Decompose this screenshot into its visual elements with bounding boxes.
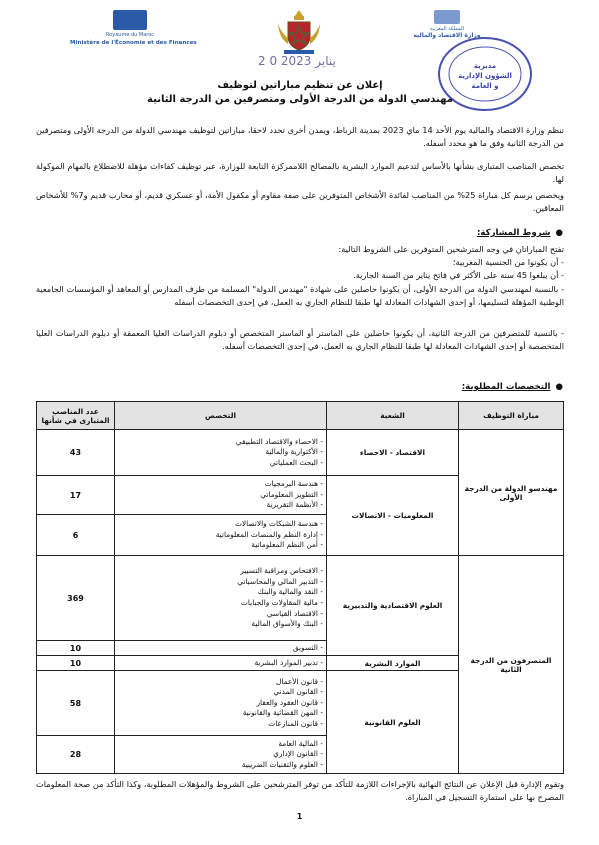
intro-paragraph-1: تنظم وزارة الاقتصاد والمالية يوم الأحد 14 ماي 2023 بمدينة الرباط، وبمدن أخرى تحدد لاحقا، مباراتين لتوظيف مهندسي الدولة من الدرجة الأولى ومتصرفين من الدرجة الثانية وفق ما هو محدد أسفله.	[36, 125, 565, 148]
col-header-positions: عدد المناصب المتبارى في شأنها	[37, 402, 115, 430]
positions-count: 58	[37, 671, 115, 736]
branch-cell: العلوم القانونية	[327, 671, 459, 774]
page-number: 1	[296, 812, 303, 821]
competition-cell: المتصرفون من الدرجة الثانية	[459, 556, 564, 774]
closing-paragraph: وتقوم الإدارة قبل الإعلان عن النتائج النهائية بالإجراءات اللازمة للتأكد من توفر المترشحين على الشروط والمؤهلات المطلوبة، وكذا التأكد من صحة المعلومات المصرح بها على استمارة التسجيل في المباراة.	[36, 779, 564, 802]
specialties-heading	[462, 382, 563, 392]
positions-count: 28	[37, 736, 115, 774]
specialty-cell: - المالية العامة - القانون الإداري - العلوم والتقنيات الضريبية	[115, 736, 327, 774]
table-row	[37, 556, 564, 641]
condition-item: - بالنسبة للمتصرفين من الدرجة الثانية، أن يكونوا حاصلين على الماستر أو الماستر المتخصص أو دبلوم الدراسات العليا المعمقة أو دبلوم الدراسات العليا المتخصصة أو إحدى الشهادات المعادلة لها طبقا للنظام الجاري به العمل، في إحدى التخصصات أسفله.	[36, 328, 564, 351]
intro-paragraph-3: ويخصص برسم كل مباراة 25% من المناصب لفائدة الأشخاص المتوفرين على صفة مقاوم أو مكفول الأمة، أو عسكري قديم، أو محارب قديم و7% للأشخاص المعاقين.	[36, 190, 564, 213]
positions-count: 43	[37, 430, 115, 476]
specialty-cell: - الافتحاص ومراقبة التسيير - التدبير المالي والمحاسباتي - النقد والمالية والبنك - مالية المقاولات والجبايات - الاقتصاد القياسي - البنك والأسواق المالية	[115, 556, 327, 641]
table-row	[37, 430, 564, 476]
ministry-name-arabic: وزارة الاقتصاد والمالية	[413, 32, 481, 39]
bullet-icon: ●	[555, 228, 563, 238]
branch-cell: المعلوميات - الاتصالات	[327, 476, 459, 556]
positions-count: 6	[37, 515, 115, 556]
ministry-name-french: Ministère de l'Économie et des Finances	[70, 40, 197, 46]
condition-item: - أن يكونوا من الجنسية المغربية؛	[452, 257, 564, 267]
ministry-logo-icon	[113, 10, 147, 30]
specialties-table	[36, 401, 564, 774]
branch-cell: الموارد البشرية	[327, 656, 459, 671]
svg-text:و العامة: و العامة	[471, 82, 499, 90]
condition-item: - بالنسبة لمهندسي الدولة من الدرجة الأولى، أن يكونوا حاصلين على شهادة "مهندس الدولة" المسلمة من طرف المدارس أو المعاهد أو المؤسسات الجامعية الوطنية المؤهلة لتسليمها، أو إحدى الشهادات المعادلة لها طبقا للنظام الجاري به العمل، في إحدى التخصصات أسفله	[36, 284, 564, 307]
col-header-branch: الشعبة	[327, 402, 459, 430]
ministry-logo-icon-right	[434, 10, 460, 24]
date-stamp: 2 0 يناير 2023	[258, 54, 336, 68]
announcement-title: إعلان عن تنظيم مباراتين لتوظيف	[217, 80, 383, 91]
intro-paragraph-2: تخصص المناصب المتبارى بشأنها بالأساس لتدعيم الموارد البشرية بالمصالح اللاممركزة التابعة للوزارة، عبر توظيف كفاءات مؤهلة للاضطلاع بالمهام الموكولة لها.	[36, 161, 564, 184]
positions-count: 10	[37, 656, 115, 671]
conditions-heading-text: شروط المشاركة:	[476, 228, 551, 238]
announcement-subtitle: مهندسي الدولة من الدرجة الأولى ومتصرفين من الدرجة الثانية	[147, 94, 453, 105]
royal-emblem-icon	[274, 8, 324, 56]
branch-cell: الاقتصاد - الاحصاء	[327, 430, 459, 476]
kingdom-label: Royaume du Maroc	[105, 32, 155, 38]
bullet-icon: ●	[555, 382, 563, 392]
specialty-cell: - التسويق	[115, 641, 327, 656]
positions-count: 369	[37, 556, 115, 641]
col-header-competition: مباراة التوظيف	[459, 402, 564, 430]
specialty-cell: - هندسة الشبكات والاتصالات - إدارة النظم والمنصات المعلوماتية - أمن النظم المعلوماتية	[115, 515, 327, 556]
svg-text:مديرية: مديرية	[473, 62, 497, 70]
conditions-intro: تفتح المباراتان في وجه المترشحين المتوفرين على الشروط التالية:	[338, 244, 564, 254]
specialty-cell: - هندسة البرمجيات - التطوير المعلوماتي - الأنظمة التقريرية	[115, 476, 327, 515]
condition-item: - أن يبلغوا 45 سنة على الأكثر في فاتح يناير من السنة الجارية.	[353, 270, 564, 280]
positions-count: 17	[37, 476, 115, 515]
specialty-cell: - قانون الأعمال - القانون المدني - قانون العقود والعقار - المهن القضائية والقانونية - قانون المنازعات	[115, 671, 327, 736]
specialties-heading-text: التخصصات المطلوبة:	[461, 382, 551, 392]
competition-cell: مهندسو الدولة من الدرجة الأولى	[459, 430, 564, 556]
kingdom-label-arabic: المملكة المغربية	[430, 26, 464, 32]
specialty-cell: - تدبير الموارد البشرية	[115, 656, 327, 671]
col-header-specialty: التخصص	[115, 402, 327, 430]
svg-text:الشؤون الإدارية: الشؤون الإدارية	[458, 72, 512, 80]
conditions-heading	[477, 228, 563, 238]
table-header-row	[37, 402, 564, 430]
specialty-cell: - الاحصاء والاقتصاد التطبيقي - الأكتوارية والمالية - البحث العملياتي	[115, 430, 327, 476]
ministry-logo-french	[70, 10, 197, 46]
branch-cell: العلوم الاقتصادية والتدبيرية	[327, 556, 459, 656]
positions-count: 10	[37, 641, 115, 656]
